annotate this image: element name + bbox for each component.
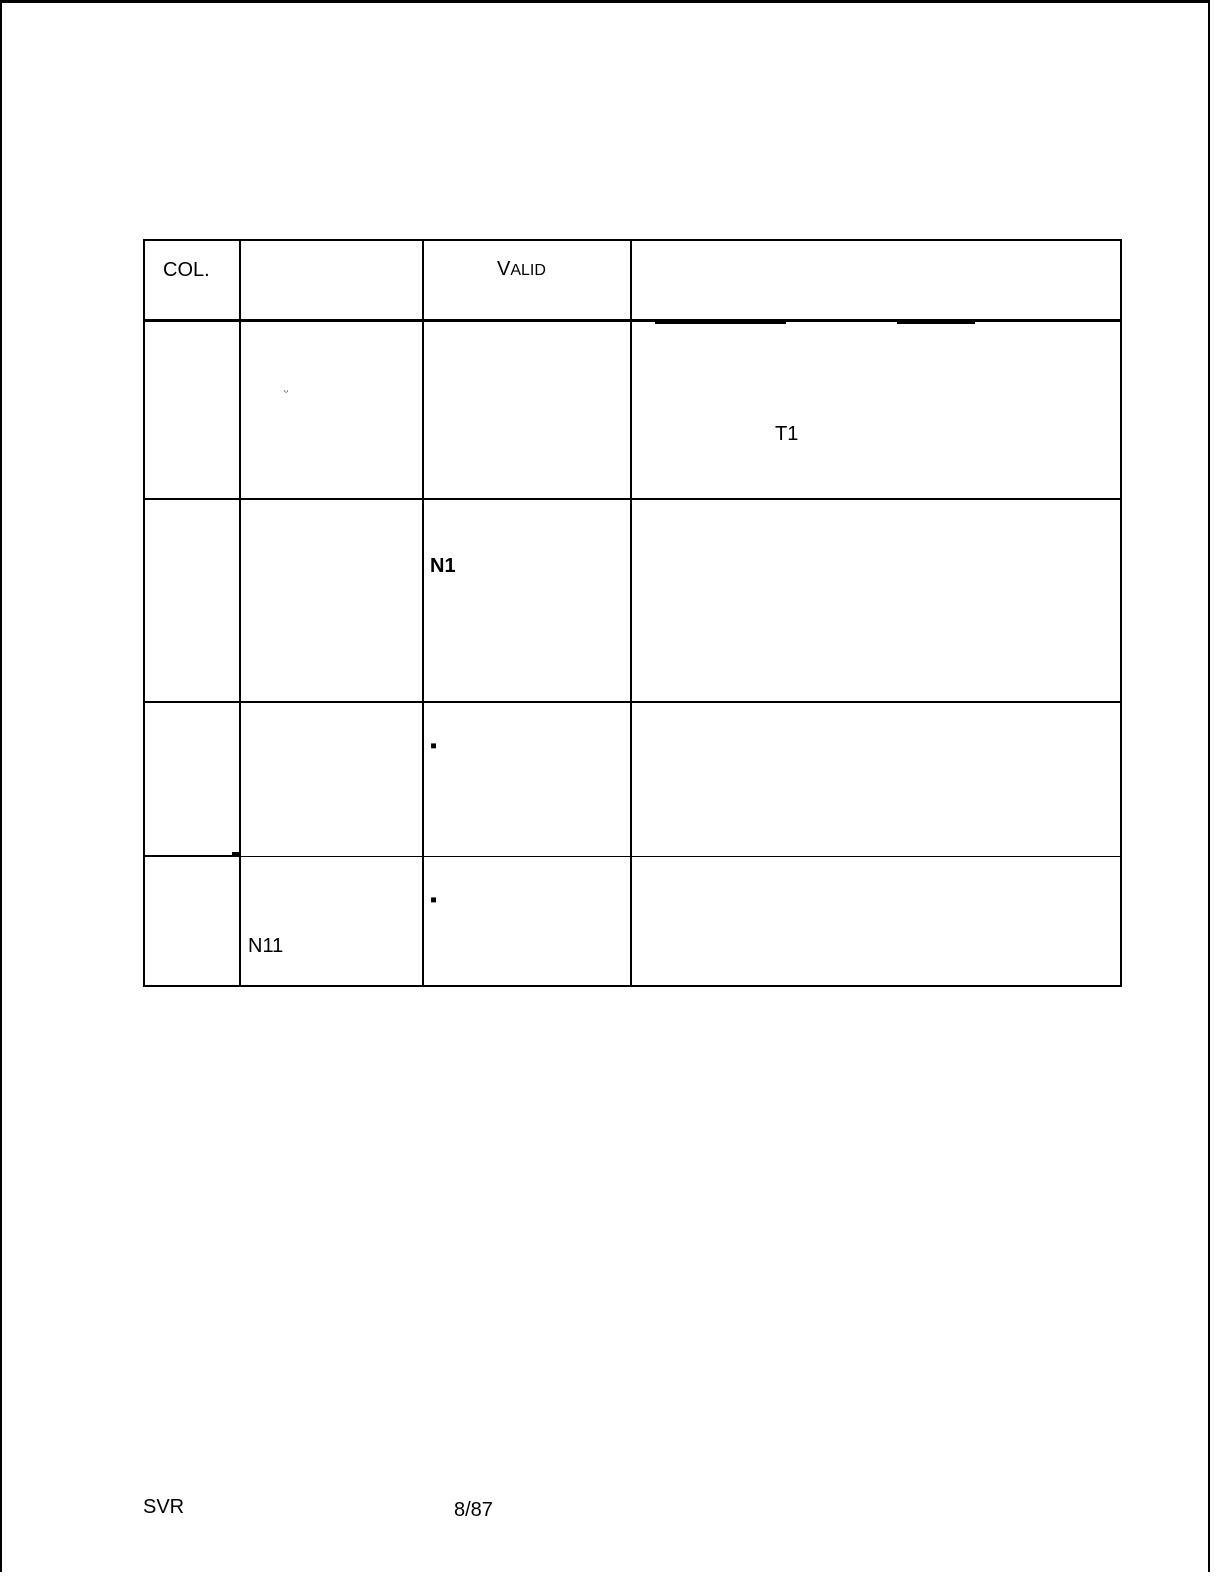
row-divider-3-right bbox=[239, 856, 1122, 857]
row1-mark: ᵕ bbox=[284, 386, 289, 398]
row-divider-1 bbox=[143, 498, 1122, 500]
table-border-left bbox=[143, 239, 145, 987]
footer-left: SVR bbox=[143, 1496, 185, 1518]
row3-valid-bullet: ▪ bbox=[430, 735, 438, 757]
row-divider-3-stub bbox=[232, 852, 240, 855]
column-divider-2 bbox=[422, 239, 424, 987]
header-valid bbox=[497, 259, 546, 279]
header-valid-initial: V bbox=[497, 258, 511, 280]
header-col: COL. bbox=[163, 259, 210, 281]
row-divider-3 bbox=[143, 855, 239, 857]
column-divider-1 bbox=[239, 239, 241, 987]
header-rule bbox=[143, 319, 1122, 322]
row4-valid-bullet: ▪ bbox=[430, 889, 438, 911]
underline-mark-2 bbox=[897, 322, 975, 324]
table-border-top bbox=[143, 239, 1122, 241]
row2-valid: N1 bbox=[430, 555, 456, 577]
row1-description: T1 bbox=[775, 423, 799, 445]
header-valid-rest: ALID bbox=[510, 262, 546, 279]
underline-mark-1 bbox=[655, 322, 786, 324]
row4-name: N11 bbox=[248, 935, 284, 957]
row-divider-2 bbox=[143, 701, 1122, 703]
footer-date: 8/87 bbox=[454, 1499, 493, 1521]
column-divider-3 bbox=[630, 239, 632, 987]
table-border-bottom bbox=[143, 985, 1122, 987]
table-border-right bbox=[1120, 239, 1122, 987]
